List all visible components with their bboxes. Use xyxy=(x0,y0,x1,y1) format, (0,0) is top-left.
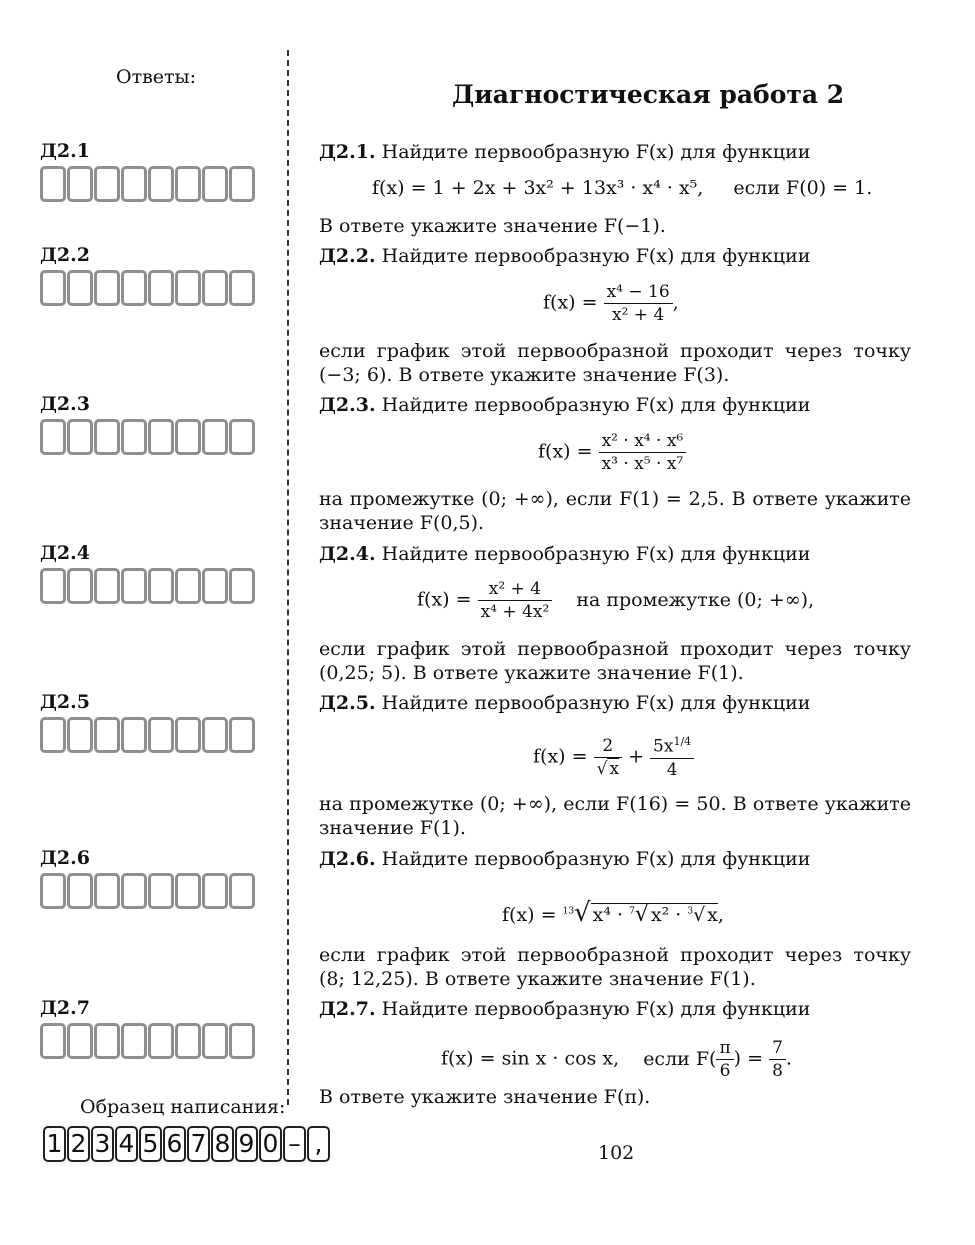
answer-label-2: Д2.2 xyxy=(40,244,90,266)
answer-cell[interactable] xyxy=(94,568,120,604)
answer-cell[interactable] xyxy=(202,717,228,753)
formula-tail: , xyxy=(672,291,679,314)
answer-boxes-3[interactable] xyxy=(40,419,255,455)
page-number: 102 xyxy=(598,1142,635,1164)
numerator: x⁴ − 16 xyxy=(604,282,673,304)
answer-cell[interactable] xyxy=(229,166,255,202)
radicand-part: x⁴ · xyxy=(592,904,624,926)
formula-lhs: f(x) = xyxy=(502,904,557,926)
condition-mid: ) = xyxy=(733,1047,764,1070)
problem-5-text: на промежутке (0; +∞), если F(16) = 50. В ответе укажите значение F(1). xyxy=(319,793,911,839)
answer-cell[interactable] xyxy=(67,717,93,753)
problem-number: Д2.7. xyxy=(319,998,376,1020)
answer-cell[interactable] xyxy=(94,1023,120,1059)
fraction xyxy=(769,1038,786,1081)
answer-cell[interactable] xyxy=(94,166,120,202)
root-index: 7 xyxy=(629,906,635,917)
radicand: x xyxy=(609,758,620,779)
answer-cell[interactable] xyxy=(67,873,93,909)
page-title: Диагностическая работа 2 xyxy=(452,80,845,109)
numerator: 2 xyxy=(594,736,622,758)
exponent: 1/4 xyxy=(673,735,692,748)
root-index: 3 xyxy=(687,906,694,917)
prompt-text: Найдите первообразную F(x) для функции xyxy=(381,692,811,714)
problem-7-prompt xyxy=(319,997,911,1021)
problem-4-prompt xyxy=(319,542,911,566)
answer-label-5: Д2.5 xyxy=(40,691,90,713)
formula: f(x) = 1 + 2x + 3x² + 13x³ · x⁴ · x⁵, xyxy=(372,177,704,199)
formula: f(x) = sin x · cos x, xyxy=(441,1047,620,1070)
sample-digit: , xyxy=(307,1126,330,1162)
sample-digit: 4 xyxy=(115,1126,138,1162)
answer-cell[interactable] xyxy=(229,717,255,753)
numerator: x² · x⁴ · x⁶ xyxy=(599,431,687,453)
numerator: x² + 4 xyxy=(478,579,553,601)
answer-cell[interactable] xyxy=(40,1023,66,1059)
radicand: x² · $^3$√ x xyxy=(650,904,718,926)
answer-cell[interactable] xyxy=(202,166,228,202)
answer-cell[interactable] xyxy=(121,873,147,909)
problem-7-text: В ответе укажите значение F(π). xyxy=(319,1086,651,1108)
answer-label-4: Д2.4 xyxy=(40,542,90,564)
answer-cell[interactable] xyxy=(148,568,174,604)
answer-cell[interactable] xyxy=(148,166,174,202)
answer-cell[interactable] xyxy=(148,717,174,753)
formula-lhs: f(x) = xyxy=(543,291,598,314)
radical-sign: √ xyxy=(574,898,591,928)
answer-cell[interactable] xyxy=(121,270,147,306)
denominator: 6 xyxy=(719,1061,731,1081)
answer-cell[interactable] xyxy=(67,270,93,306)
answer-cell[interactable] xyxy=(40,270,66,306)
problem-3-prompt xyxy=(319,393,911,417)
formula-condition: на промежутке (0; +∞), xyxy=(576,588,815,611)
prompt-text: Найдите первообразную F(x) для функции xyxy=(381,848,811,870)
denominator: 4 xyxy=(666,759,678,780)
denominator: x⁴ + 4x² xyxy=(480,602,550,622)
answer-cell[interactable] xyxy=(175,270,201,306)
answer-cell[interactable] xyxy=(94,873,120,909)
problem-3-formula xyxy=(538,431,686,474)
answer-cell[interactable] xyxy=(202,270,228,306)
sample-digit: 1 xyxy=(43,1126,66,1162)
problem-7-formula xyxy=(441,1038,792,1081)
sample-label: Образец написания: xyxy=(80,1096,286,1118)
sample-digit: 0 xyxy=(259,1126,282,1162)
answer-label-3: Д2.3 xyxy=(40,393,90,415)
sample-digit: – xyxy=(283,1126,306,1162)
answer-label-7: Д2.7 xyxy=(40,997,90,1019)
answer-boxes-7[interactable] xyxy=(40,1023,255,1059)
answer-cell[interactable] xyxy=(67,1023,93,1059)
answer-cell[interactable] xyxy=(121,568,147,604)
answer-cell[interactable] xyxy=(175,873,201,909)
problem-1-prompt xyxy=(319,140,911,164)
formula-tail: , xyxy=(717,904,724,926)
sample-digit: 9 xyxy=(235,1126,258,1162)
answer-boxes-2[interactable] xyxy=(40,270,255,306)
prompt-text: Найдите первообразную F(x) для функции xyxy=(381,394,811,416)
problem-number: Д2.4. xyxy=(319,543,376,565)
answer-cell[interactable] xyxy=(67,568,93,604)
prompt-text: Найдите первообразную F(x) для функции xyxy=(381,245,811,267)
answer-cell[interactable] xyxy=(175,717,201,753)
answer-cell[interactable] xyxy=(175,1023,201,1059)
sample-digit: 3 xyxy=(91,1126,114,1162)
answer-cell[interactable] xyxy=(40,717,66,753)
answer-cell[interactable] xyxy=(40,873,66,909)
answer-cell[interactable] xyxy=(229,270,255,306)
sample-digit: 8 xyxy=(211,1126,234,1162)
answer-cell[interactable] xyxy=(121,419,147,455)
prompt-text: Найдите первообразную F(x) для функции xyxy=(381,998,811,1020)
formula-lhs: f(x) = xyxy=(417,588,472,611)
problem-number: Д2.3. xyxy=(319,394,376,416)
answer-boxes-6[interactable] xyxy=(40,873,255,909)
sample-digit: 2 xyxy=(67,1126,90,1162)
answer-label-1: Д2.1 xyxy=(40,140,90,162)
answer-cell[interactable] xyxy=(40,419,66,455)
answer-boxes-4[interactable] xyxy=(40,568,255,604)
problem-6-formula xyxy=(502,898,724,928)
numerator: 7 xyxy=(769,1038,786,1060)
problem-number: Д2.1. xyxy=(319,141,376,163)
answer-cell[interactable] xyxy=(202,568,228,604)
problem-4-text: если график этой первообразной проходит через точку (0,25; 5). В ответе укажите значение F(1). xyxy=(319,638,911,684)
answer-cell[interactable] xyxy=(94,717,120,753)
answer-cell[interactable] xyxy=(202,419,228,455)
answer-cell[interactable] xyxy=(148,1023,174,1059)
sample-digits xyxy=(43,1126,330,1162)
answer-cell[interactable] xyxy=(175,166,201,202)
answer-cell[interactable] xyxy=(148,419,174,455)
answer-cell[interactable] xyxy=(202,1023,228,1059)
answer-cell[interactable] xyxy=(40,166,66,202)
root-index: 13 xyxy=(562,906,575,917)
fraction xyxy=(716,1038,733,1081)
answer-cell[interactable] xyxy=(40,568,66,604)
radicand-part: x² · xyxy=(650,904,682,926)
answer-boxes-5[interactable] xyxy=(40,717,255,753)
answers-heading: Ответы: xyxy=(116,66,197,88)
answer-cell[interactable] xyxy=(229,1023,255,1059)
numerator: π xyxy=(716,1038,733,1060)
prompt-text: Найдите первообразную F(x) для функции xyxy=(381,141,811,163)
denominator: √ x xyxy=(596,758,620,779)
fraction xyxy=(599,431,687,474)
problem-3-text: на промежутке (0; +∞), если F(1) = 2,5. В ответе укажите значение F(0,5). xyxy=(319,488,911,534)
answer-cell[interactable] xyxy=(121,166,147,202)
answer-cell[interactable] xyxy=(67,419,93,455)
problem-number: Д2.6. xyxy=(319,848,376,870)
radical-sign: √ xyxy=(634,902,649,927)
sample-digit: 6 xyxy=(163,1126,186,1162)
fraction xyxy=(594,736,622,779)
fraction xyxy=(604,282,673,325)
answer-boxes-1[interactable] xyxy=(40,166,255,202)
prompt-text: Найдите первообразную F(x) для функции xyxy=(381,543,811,565)
answer-cell[interactable] xyxy=(229,568,255,604)
fraction xyxy=(478,579,553,622)
answer-cell[interactable] xyxy=(148,873,174,909)
answer-cell[interactable] xyxy=(67,166,93,202)
problem-4-formula xyxy=(417,579,814,622)
problem-number: Д2.2. xyxy=(319,245,376,267)
answer-cell[interactable] xyxy=(148,270,174,306)
fraction xyxy=(650,735,694,780)
radicand xyxy=(591,903,718,926)
problem-6-text: если график этой первообразной проходит через точку (8; 12,25). В ответе укажите значение F(1). xyxy=(319,944,911,990)
numerator-base: 5x xyxy=(653,736,674,757)
answer-cell[interactable] xyxy=(175,419,201,455)
answer-cell[interactable] xyxy=(229,873,255,909)
answer-cell[interactable] xyxy=(175,568,201,604)
answer-label-6: Д2.6 xyxy=(40,847,90,869)
dashed-divider xyxy=(287,50,289,1105)
numerator xyxy=(650,735,694,759)
problem-2-prompt xyxy=(319,244,911,268)
formula-condition: если F(0) = 1. xyxy=(733,177,873,199)
answer-cell[interactable] xyxy=(94,419,120,455)
problem-1-text: В ответе укажите значение F(−1). xyxy=(319,215,666,237)
problem-5-formula xyxy=(533,735,694,780)
answer-cell[interactable] xyxy=(202,873,228,909)
answer-cell[interactable] xyxy=(121,717,147,753)
answer-cell[interactable] xyxy=(229,419,255,455)
problem-6-prompt xyxy=(319,847,911,871)
condition-pre: если F( xyxy=(643,1047,717,1070)
condition-end: . xyxy=(785,1047,792,1070)
denominator: x² + 4 xyxy=(612,305,665,325)
sample-digit: 7 xyxy=(187,1126,210,1162)
denominator: x³ · x⁵ · x⁷ xyxy=(601,454,684,474)
answer-cell[interactable] xyxy=(121,1023,147,1059)
plus-sign: + xyxy=(628,745,644,768)
problem-5-prompt xyxy=(319,691,911,715)
radicand: x xyxy=(707,904,718,926)
sample-digit: 5 xyxy=(139,1126,162,1162)
denominator: 8 xyxy=(772,1061,783,1081)
problem-2-formula xyxy=(543,282,679,325)
formula-lhs: f(x) = xyxy=(533,745,588,768)
problem-2-text: если график этой первообразной проходит через точку (−3; 6). В ответе укажите значение F(3). xyxy=(319,340,911,386)
formula-lhs: f(x) = xyxy=(538,440,593,463)
problem-1-formula xyxy=(372,177,872,199)
answer-cell[interactable] xyxy=(94,270,120,306)
problem-number: Д2.5. xyxy=(319,692,376,714)
